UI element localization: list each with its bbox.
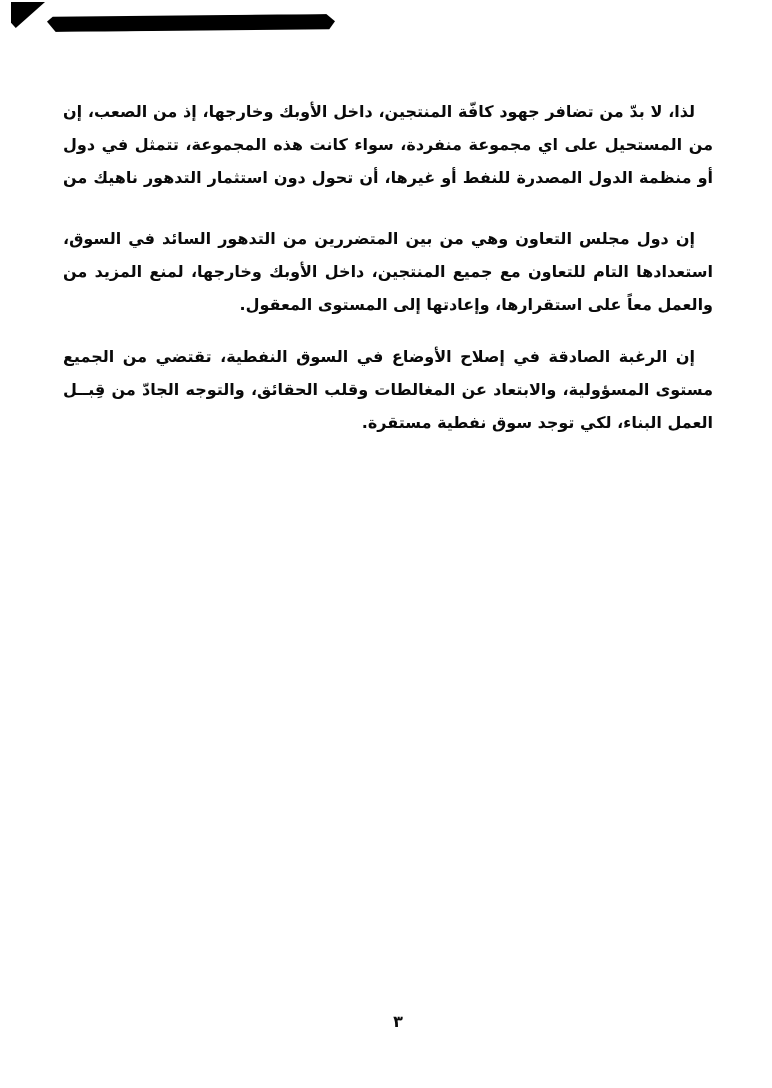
paragraph-2	[63, 222, 713, 321]
scan-artifact-corner-mark	[11, 2, 45, 28]
scan-artifact-bar	[47, 14, 335, 32]
paragraph-3-line-1: إن الرغبة الصادقة في إصلاح الأوضاع في السوق النفطية، تقتضي من الجميع	[63, 347, 695, 366]
paragraph-3-line-2: مستوى المسؤولية، والابتعاد عن المغالطات وقلب الحقائق، والتوجه الجادّ من قِبــل	[63, 380, 713, 399]
paragraph-2-line-3: والعمل معاً على استقرارها، وإعادتها إلى المستوى المعقول.	[239, 295, 713, 314]
paragraph-1	[63, 95, 713, 194]
paragraph-1-line-3: أو منظمة الدول المصدرة للنفط أو غيرها، أن تحول دون استثمار التدهور ناهيك من	[63, 168, 713, 187]
paragraph-3	[63, 340, 713, 439]
paragraph-3-line-3: العمل البناء، لكي توجد سوق نفطية مستقرة.	[361, 413, 713, 432]
paragraph-1-line-1: لذا، لا بدّ من تضافر جهود كافّة المنتجين، داخل الأوبك وخارجها، إذ من الصعب، إن	[63, 102, 695, 121]
page-number: ٣	[393, 1012, 403, 1031]
paragraph-2-line-2: استعدادها التام للتعاون مع جميع المنتجين، داخل الأوبك وخارجها، لمنع المزيد من	[63, 262, 713, 281]
document-body	[63, 95, 713, 439]
paragraph-1-line-2: من المستحيل على اي مجموعة منفردة، سواء كانت هذه المجموعة، تتمثل في دول	[63, 135, 713, 154]
paragraph-2-line-1: إن دول مجلس التعاون وهي من بين المتضررين من التدهور السائد في السوق،	[63, 229, 695, 248]
